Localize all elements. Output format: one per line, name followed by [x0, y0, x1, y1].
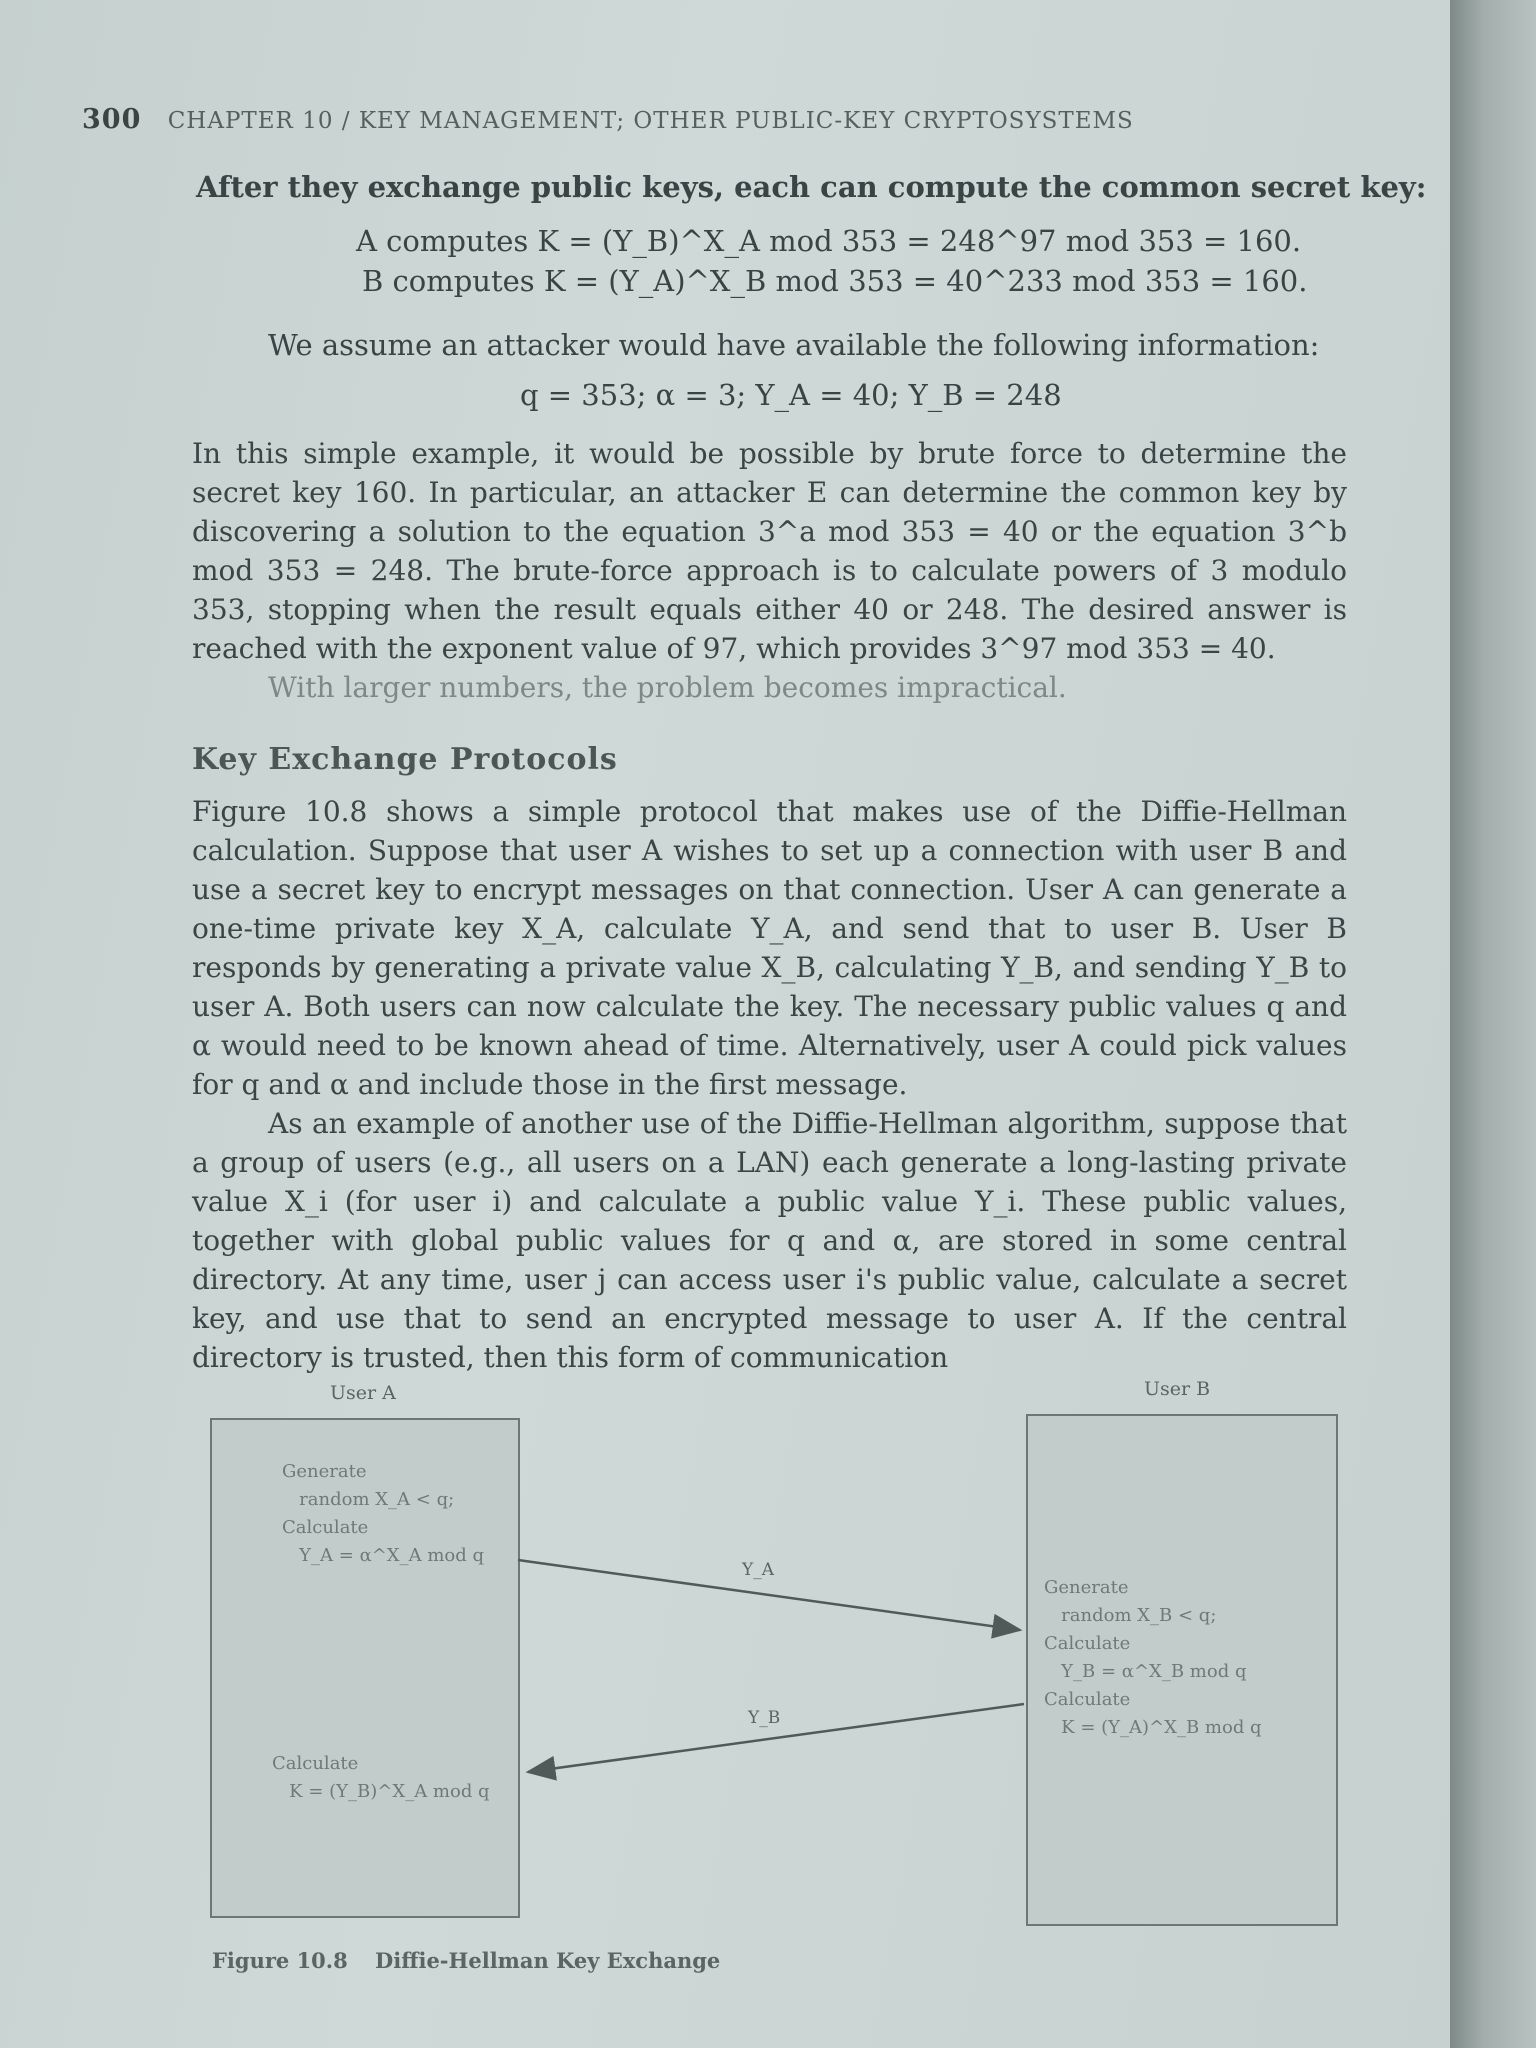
equation-a: A computes K = (Y_B)^X_A mod 353 = 248^97 mod 353 = 160. — [356, 224, 1302, 258]
paragraph4: As an example of another use of the Diffie-Hellman algorithm, suppose that a group of users (e.g., all users on a LAN) each generate a long-lasting private value X_i (for user i) and calculate a public value Y_i. These public values, together with global public values for q and α, are stored in some central directory. At any time, user j can access user i's public value, calculate a secret key, and use that to send an encrypted message to user A. If the central directory is trusted, then this form of communication — [192, 1107, 1347, 1374]
figure-number: Figure 10.8 — [212, 1948, 348, 1973]
figure-caption — [212, 1948, 740, 1973]
equation-b: B computes K = (Y_A)^X_B mod 353 = 40^233 mod 353 = 160. — [362, 264, 1308, 298]
assume-line: We assume an attacker would have available the following information: — [268, 328, 1320, 362]
page-number: 300 — [82, 104, 142, 135]
info-line: q = 353; α = 3; Y_A = 40; Y_B = 248 — [520, 378, 1062, 412]
intro-line: After they exchange public keys, each can compute the common secret key: — [196, 170, 1427, 204]
arrow-ya-label: Y_A — [742, 1560, 774, 1580]
paragraph2: With larger numbers, the problem becomes impractical. — [268, 671, 1067, 704]
user-b-text: Generate random X_B < q; Calculate Y_B = α^X_B mod q Calculate K = (Y_A)^X_B mod q — [1044, 1577, 1262, 1738]
section-heading: Key Exchange Protocols — [192, 742, 618, 777]
user-a-calculate-key-text: Calculate K = (Y_B)^X_A mod q — [272, 1753, 490, 1802]
user-b-label: User B — [1144, 1378, 1211, 1400]
figure-title: Diffie-Hellman Key Exchange — [375, 1948, 721, 1973]
user-a-label: User A — [330, 1382, 396, 1404]
paragraph3: Figure 10.8 shows a simple protocol that makes use of the Diffie-Hellman calculation. Suppose that user A wishes to set up a connection with user B and use a secret key to encrypt messages on that connection. User A can generate a one-time private key X_A, calculate Y_A, and send that to user B. User B responds by generating a private value X_B, calculating Y_B, and sending Y_B to user A. Both users can now calculate the key. The necessary public values q and α would need to be known ahead of time. Alternatively, user A could pick values for q and α and include those in the first message. — [192, 795, 1347, 1101]
chapter-title: CHAPTER 10 / KEY MANAGEMENT; OTHER PUBLIC-KEY CRYPTOSYSTEMS — [167, 108, 1134, 134]
arrow-yb-label: Y_B — [748, 1708, 781, 1728]
user-a-generate-text: Generate random X_A < q; Calculate Y_A = α^X_A mod q — [282, 1461, 485, 1566]
paragraph1: In this simple example, it would be possible by brute force to determine the secret key 160. In particular, an attacker E can determine the common key by discovering a solution to the equation 3^a mod 353 = 40 or the equation 3^b mod 353 = 248. The brute-force approach is to calculate powers of 3 modulo 353, stopping when the result equals either 40 or 248. The desired answer is reached with the exponent value of 97, which provides 3^97 mod 353 = 40. — [192, 437, 1347, 665]
